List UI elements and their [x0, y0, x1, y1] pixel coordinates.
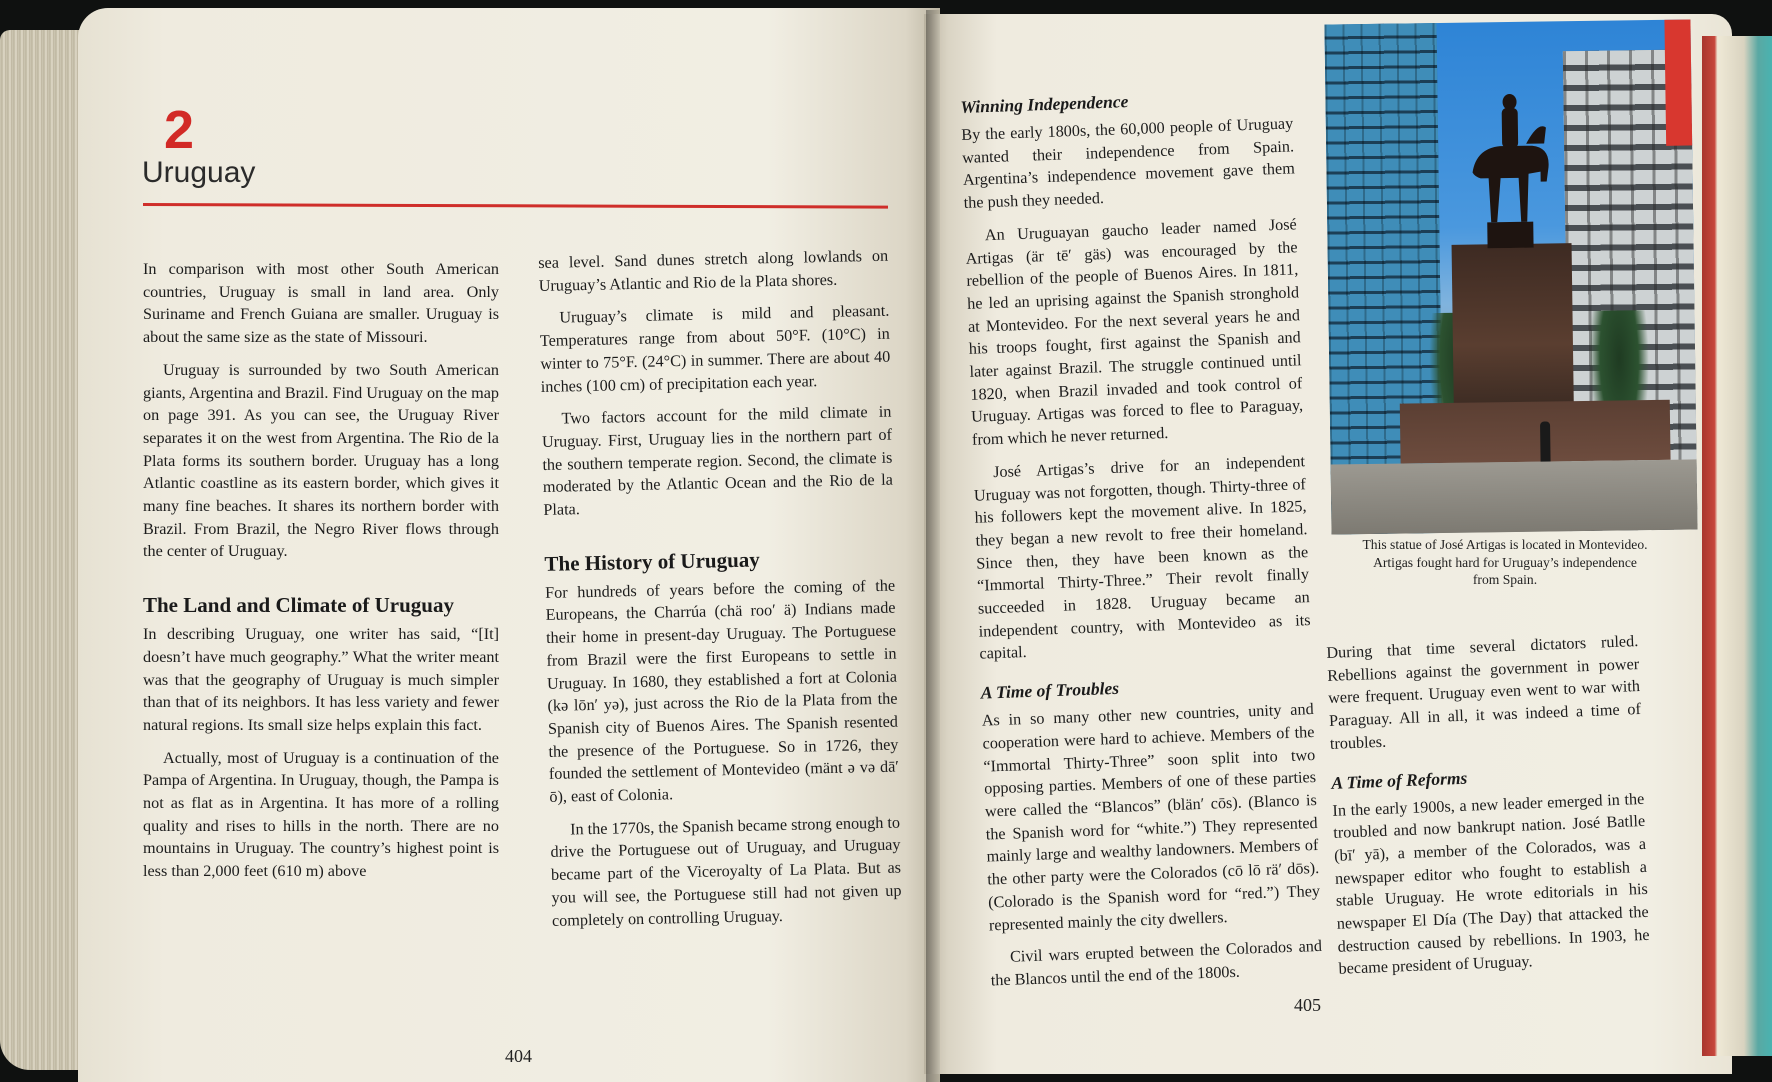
paragraph: During that time several dictators ruled. Rebellions against the government in power were frequent. Uruguay even went to war with Paraguay. All in all, it was indeed a time of troubles. — [1326, 632, 1642, 753]
page-number-right: 405 — [1294, 995, 1321, 1015]
paragraph: Civil wars erupted between the Colorados and the Blancos until the end of the 1800s. — [990, 937, 1323, 990]
paragraph: In the early 1900s, a new leader emerged in the troubled and now bankrupt nation. José Batlle (bī′ yā), a member of the Colorados, was a newspaper editor who fought to establish a stable Uruguay. He wrote editorials in his newspaper El Día (The Day) that attacked the destruction caused by rebellions. In 1903, he became president of Uruguay. — [1332, 789, 1650, 979]
paragraph: José Artigas’s drive for an independent Uruguay was not forgotten, though. Thirty-three of his followers kept the movement alive. In 1825, they began a new revolt to free their homeland. Since then, they have been known as the “Immortal Thirty-Three.” Their revolt finally succeeded in 1828. Uruguay became an independent country, with Montevideo as its capital. — [973, 452, 1311, 664]
page-number-left: 404 — [505, 1046, 532, 1066]
pedestal-icon — [1452, 243, 1574, 413]
monument-base-icon — [1400, 400, 1671, 464]
red-pole-icon — [1664, 19, 1697, 145]
paragraph: For hundreds of years before the coming of the Europeans, the Charrúa (chä roo′ ä) Indians made their home in present-day Uruguay. The Portuguese from Brazil were the first Europeans to settle in Uruguay. In 1680, they established a fort at Colonia (kə lōn′ yə), just across the Rio de la Plata from the Spanish city of Buenos Aires. The Spanish resented the presence of the Portuguese. So in 1726, they founded the settlement of Montevideo (mänt ə və dā′ ō), east of Colonia. — [544, 576, 900, 806]
paragraph: sea level. Sand dunes stretch along lowlands on Uruguay’s Atlantic and Rio de la Plata shores. — [538, 246, 889, 295]
section-heading: The History of Uruguay — [544, 547, 760, 576]
photo-caption: This statue of José Artigas is located in Montevideo. Artigas fought hard for Uruguay’s independence from Spain. — [1362, 537, 1648, 587]
paragraph: In the 1770s, the Spanish became strong enough to drive the Portuguese out of Uruguay, and Uruguay became part of the Viceroyalty of La Plata. But as you will see, the Portuguese still had not given up completely on controlling Uruguay. — [550, 813, 902, 930]
paragraph: Actually, most of Uruguay is a continuation of the Pampa of Argentina. In Uruguay, though, the Pampa is not as flat as in Argentina. It has more of a rolling quality and rises to hills in the north. There are no mountains in Uruguay. The country’s highest point is less than 2,000 feet (610 m) above — [143, 748, 499, 881]
plaza-ground-icon — [1331, 459, 1698, 534]
section-heading: The Land and Climate of Uruguay — [143, 593, 454, 618]
right-column-2 — [1326, 630, 1651, 991]
paragraph: Two factors account for the mild climate in Uruguay. First, Uruguay lies in the northern part of the southern temperate region. Second, the climate is moderated by the Atlantic Ocean and the Rio de la Plata. — [541, 402, 894, 519]
paragraph: Uruguay is surrounded by two South American giants, Argentina and Brazil. Find Uruguay on the map on page 391. As you can see, the Uruguay River separates it on the west from Argentina. The Rio de la Plata forms its southern border. Uruguay has a long Atlantic coastline as its eastern border, which gives it many fine beaches. It shares its northern border with Brazil. From Brazil, the Negro River flows through the center of Uruguay. — [143, 360, 499, 561]
artigas-statue-photo — [1324, 19, 1697, 534]
right-column-1 — [960, 84, 1323, 1002]
section-heading: A Time of Troubles — [980, 677, 1120, 703]
paragraph: In describing Uruguay, one writer has said, “[It] doesn’t have much geography.” What the writer meant was that the geography of Uruguay is much simpler than that of its neighbors. It has less variety and fewer natural regions. Its small size helps explain this fact. — [143, 625, 499, 734]
chapter-number: 2 — [164, 100, 195, 160]
paragraph: In comparison with most other South American countries, Uruguay is small in land area. Only Suriname and French Guiana are smaller. Uruguay is about the same size as the state of Missouri. — [143, 260, 499, 347]
equestrian-statue-icon — [1465, 81, 1553, 248]
person-icon — [1540, 421, 1551, 461]
paragraph: By the early 1800s, the 60,000 people of Uruguay wanted their independence from Spain. Argentina’s independence movement gave them the push they needed. — [961, 114, 1296, 213]
paragraph: Uruguay’s climate is mild and pleasant. Temperatures range from about 50°F. (10°C) in winter to 75°F. (24°C) in summer. There are about 40 inches (100 cm) of precipitation each year. — [539, 302, 891, 396]
paragraph: An Uruguayan gaucho leader named José Artigas (är tē′ gäs) was encouraged by the rebellion of the people of Buenos Aires. In 1811, he led an uprising against the Spanish stronghold at Montevideo. For the next several years he and his troops fought, first against the Spanish and later against Brazil. The struggle continued until 1820, when Brazil invaded and took control of Uruguay. Artigas was forced to flee to Paraguay, from which he never returned. — [965, 215, 1304, 449]
section-heading: A Time of Reforms — [1331, 767, 1468, 793]
chapter-title: Uruguay — [142, 156, 256, 189]
section-heading: Winning Independence — [960, 91, 1129, 117]
paragraph: As in so many other new countries, unity and cooperation were hard to achieve. Members of the “Immortal Thirty-Three” soon split into two opposing parties. Members of one of these parties were called the “Blancos” (blän′ cōs). (Blanco is the Spanish word for “white.”) They represented mainly large and wealthy landowners. Members of the other party were the Colorados (cō lō rä′ dōs). (Colorado is the Spanish word for “red.”) They represented mainly the city dwellers. — [981, 700, 1321, 934]
